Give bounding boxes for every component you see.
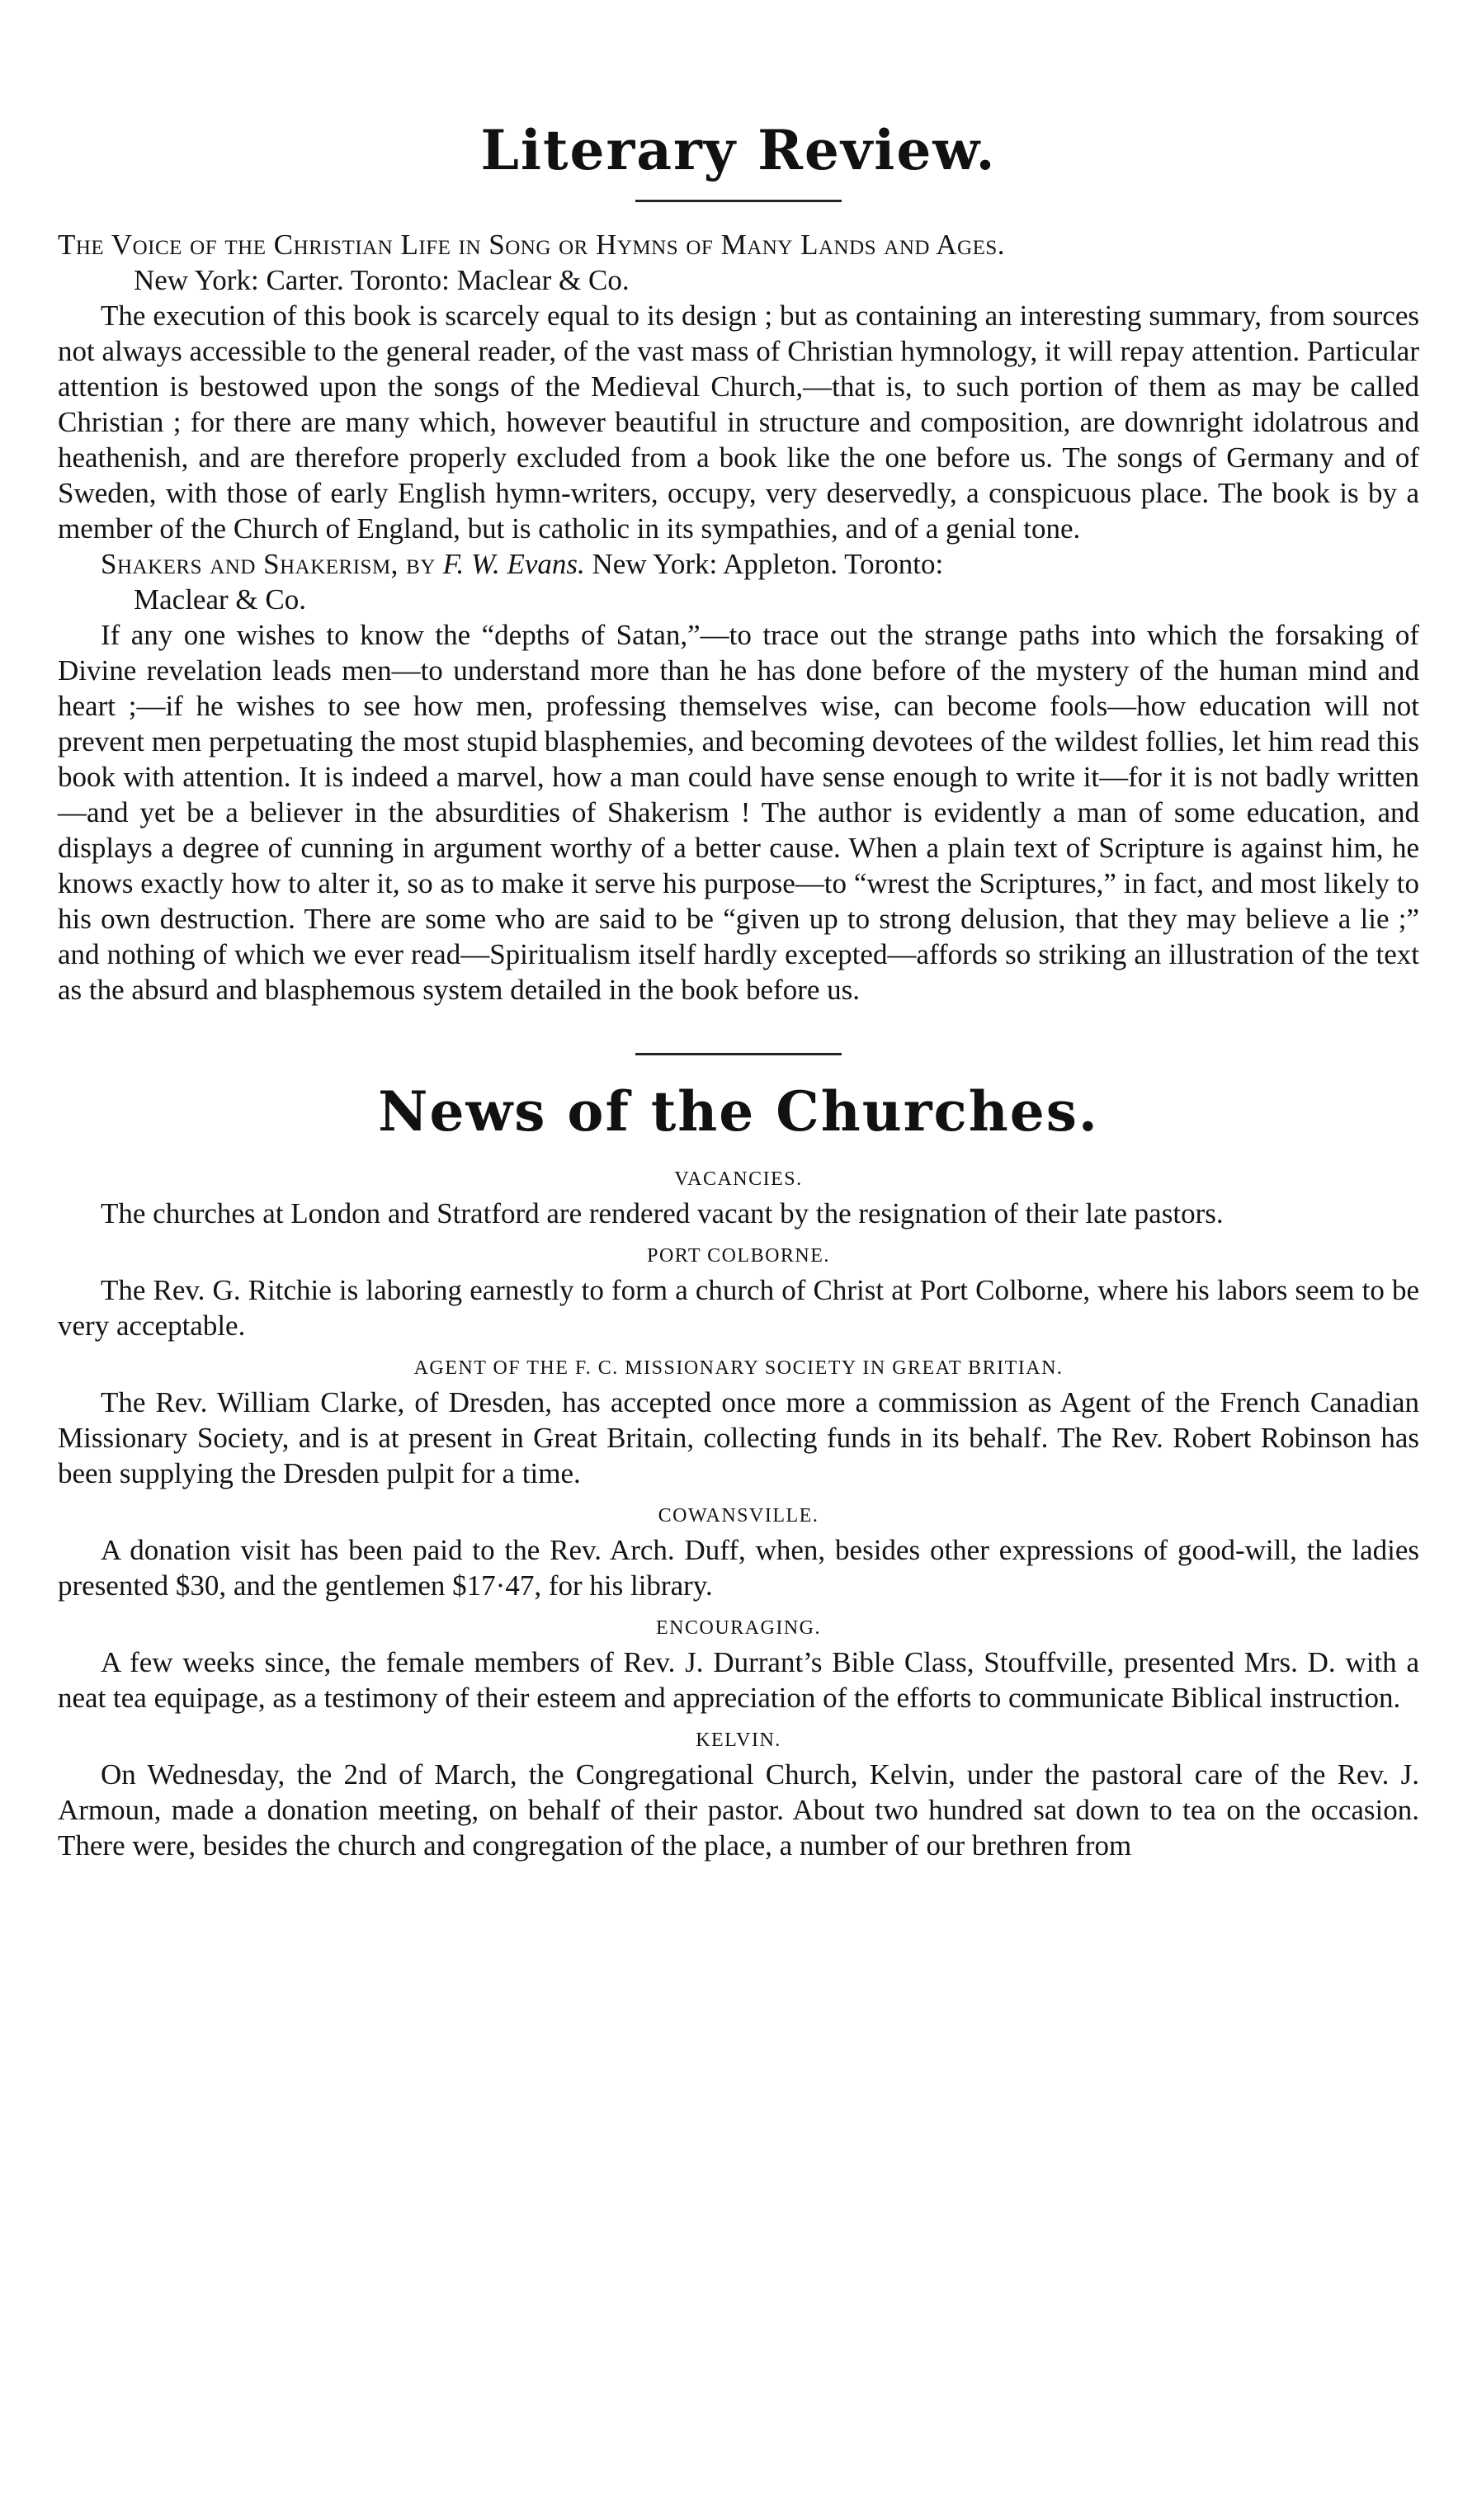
book-title: Shakers and Shakerism, by [101, 548, 436, 580]
news-subheading: PORT COLBORNE. [647, 1245, 830, 1267]
section-divider [635, 1053, 842, 1055]
news-heading: News of the Churches. [378, 1079, 1099, 1144]
news-item-text: A few weeks since, the female members of Rev. J. Durrant’s Bible Class, Stouffville, presented Mrs. D. with a neat tea equipage, as a testimony of their esteem and appreciation of the efforts to communicate Biblical instruction. [58, 1646, 1419, 1714]
news-subheading: COWANSVILLE. [658, 1505, 819, 1527]
news-subheading: ENCOURAGING. [656, 1617, 821, 1639]
review-entry-1-title [58, 227, 1419, 262]
heading-rule [635, 200, 842, 202]
review-entry-1-text: The execution of this book is scarcely equal to its design ; but as containing an interesting summary, from sources not always accessible to the general reader, of the vast mass of Christian hymnology, it will repay attention. Particular attention is bestowed upon the songs of the Medieval Church,—that is, to such portion of them as may be called Christian ; for there are many which, however beautiful in structure and composition, are downright idolatrous and heathenish, and are therefore properly excluded from a book like the one before us. The songs of Germany and of Sweden, with those of early English hymn-writers, occupy, very deservedly, a conspicuous place. The book is by a member of the Church of England, but is catholic in its sympathies, and of a genial tone. [58, 300, 1419, 545]
news-item-text: The Rev. G. Ritchie is laboring earnestly to form a church of Christ at Port Colborne, where his labors seem to be very acceptable. [58, 1274, 1419, 1342]
book-publisher: New York: Carter. Toronto: Maclear & Co. [134, 264, 630, 296]
book-author: F. W. Evans. [442, 548, 585, 580]
news-item-text: The Rev. William Clarke, of Dresden, has accepted once more a commission as Agent of the French Canadian Missionary Society, and is at present in Great Britain, collecting funds in its behalf. The Rev. Robert Robinson has been supplying the Dresden pulpit for a time. [58, 1386, 1419, 1489]
news-subheading: AGENT OF THE F. C. MISSIONARY SOCIETY IN GREAT BRITIAN. [413, 1357, 1064, 1379]
news-item-text: The churches at London and Stratford are rendered vacant by the resignation of their late pastors. [101, 1197, 1224, 1229]
news-subheading: KELVIN. [696, 1730, 781, 1751]
literary-review-heading: Literary Review. [480, 118, 997, 182]
news-item-text: A donation visit has been paid to the Rev. Arch. Duff, when, besides other expressions of good-will, the ladies presented $30, and the gentlemen $17·47, for his library. [58, 1534, 1419, 1602]
book-title: The Voice of the Christian Life in Song or Hymns of Many Lands and Ages. [58, 229, 1006, 261]
book-publisher: New York: Appleton. Toronto: [592, 548, 944, 580]
news-subheading: VACANCIES. [674, 1168, 803, 1190]
book-publisher-cont: Maclear & Co. [134, 583, 306, 616]
document-page [58, 0, 1419, 2520]
news-item-text: On Wednesday, the 2nd of March, the Congregational Church, Kelvin, under the pastoral care of the Rev. J. Armoun, made a donation meeting, on behalf of their pastor. About two hundred sat down to tea on the occasion. There were, besides the church and congregation of the place, a number of our brethren from [58, 1758, 1419, 1862]
review-entry-2-text: If any one wishes to know the “depths of Satan,”—to trace out the strange paths into which the forsaking of Divine revelation leads men—to understand more than he has done before of the mystery of the human mind and heart ;—if he wishes to see how men, professing themselves wise, can become fools—how education will not prevent men perpetuating the most stupid blasphemies, and becoming devotees of the wildest follies, let him read this book with attention. It is indeed a marvel, how a man could have sense enough to write it—for it is not badly written—and yet be a believer in the absurdities of Shakerism ! The author is evidently a man of some education, and displays a degree of cunning in argument worthy of a better cause. When a plain text of Scripture is against him, he knows exactly how to alter it, so as to make it serve his purpose—to “wrest the Scriptures,” in fact, and most likely to his own destruction. There are some who are said to be “given up to strong delusion, that they may believe a lie ;” and nothing of which we ever read—Spiritualism itself hardly excepted—affords so striking an illustration of the text as the absurd and blasphemous system detailed in the book before us. [58, 619, 1419, 1006]
review-entry-2-title [58, 546, 1419, 582]
